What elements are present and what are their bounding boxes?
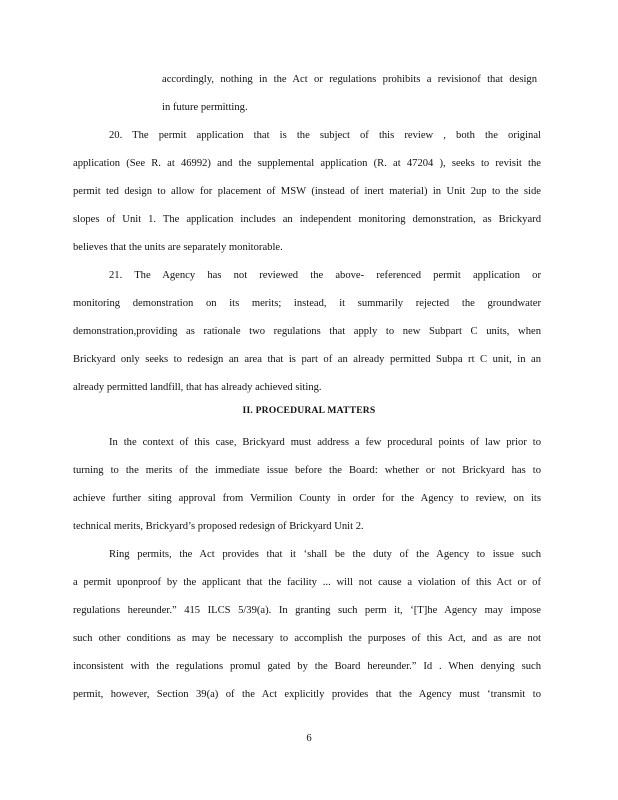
body-line: inconsistent with the regulations promul gated by the Board hereunder.” Id . When denying such xyxy=(73,661,541,672)
section-heading: II. PROCEDURAL MATTERS xyxy=(242,405,376,416)
body-line: accordingly, nothing in the Act or regulations prohibits a revisionof that design xyxy=(162,74,537,85)
page-number: 6 xyxy=(306,733,312,744)
body-line: slopes of Unit 1. The application includes an independent monitoring demonstration, as Brickyard xyxy=(73,214,541,225)
body-line: monitoring demonstration on its merits; instead, it summarily rejected the groundwater xyxy=(73,298,541,309)
body-line: regulations hereunder.” 415 ILCS 5/39(a). In granting such perm it, ‘[T]he Agency may impose xyxy=(73,605,541,616)
paragraph-20-first-line: 20. The permit application that is the subject of this review , both the original xyxy=(109,130,541,141)
body-line: technical merits, Brickyard’s proposed redesign of Brickyard Unit 2. xyxy=(73,521,364,532)
body-line: application (See R. at 46992) and the supplemental application (R. at 47204 ), seeks to revisit the xyxy=(73,158,541,169)
body-line: already permitted landfill, that has already achieved siting. xyxy=(73,382,322,393)
body-line: a permit uponproof by the applicant that the facility ... will not cause a violation of this Act or of xyxy=(73,577,541,588)
body-line: achieve further siting approval from Vermilion County in order for the Agency to review, on its xyxy=(73,493,541,504)
paragraph-21-first-line: 21. The Agency has not reviewed the above- referenced permit application or xyxy=(109,270,541,281)
body-line: Brickyard only seeks to redesign an area that is part of an already permitted Subpa rt C unit, in an xyxy=(73,354,541,365)
body-line: demonstration,providing as rationale two regulations that apply to new Subpart C units, when xyxy=(73,326,541,337)
body-line: believes that the units are separately monitorable. xyxy=(73,242,283,253)
body-line: such other conditions as may be necessary to accomplish the purposes of this Act, and as are not xyxy=(73,633,541,644)
paragraph-first-line: Ring permits, the Act provides that it ‘shall be the duty of the Agency to issue such xyxy=(109,549,541,560)
body-line: permit ted design to allow for placement of MSW (instead of inert material) in Unit 2up to the side xyxy=(73,186,541,197)
body-line: in future permitting. xyxy=(162,102,248,113)
paragraph-first-line: In the context of this case, Brickyard must address a few procedural points of law prior to xyxy=(109,437,541,448)
body-line: permit, however, Section 39(a) of the Act explicitly provides that the Agency must ‘transmit to xyxy=(73,689,541,700)
body-line: turning to the merits of the immediate issue before the Board: whether or not Brickyard has to xyxy=(73,465,541,476)
